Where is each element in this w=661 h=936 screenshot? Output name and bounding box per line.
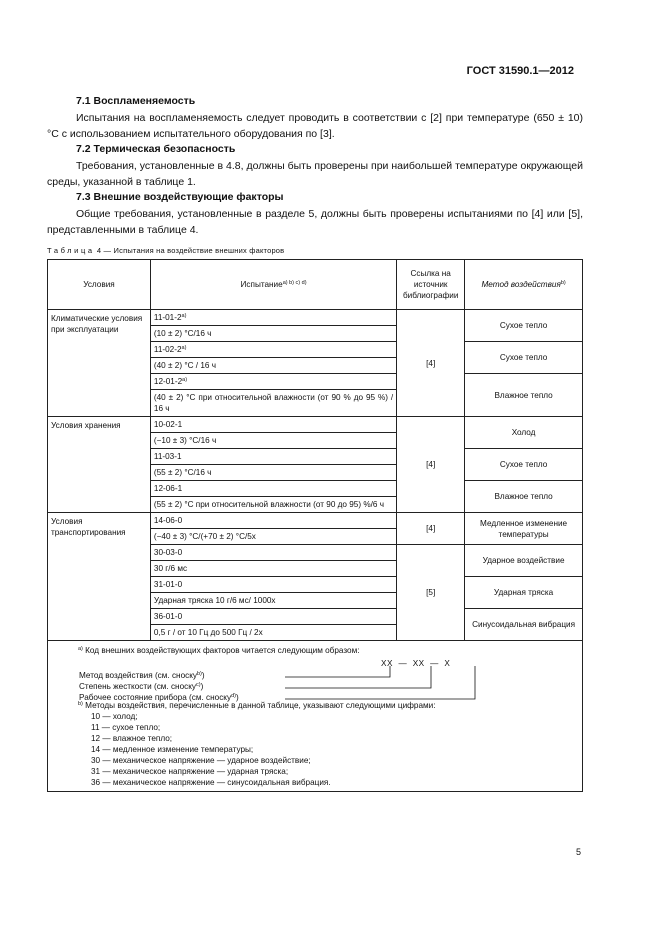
method-cell: Синусоидальная вибрация: [465, 609, 583, 641]
method-cell: Сухое тепло: [465, 342, 583, 374]
test-cell: (55 ± 2) °С при относительной влажности (от 90 до 95) %/6 ч: [150, 497, 396, 513]
legend-severity: Степень жесткости (см. сноску$^{c)}$): [79, 682, 204, 691]
test-cell: Ударная тряска 10 г/6 мс/ 1000х: [150, 593, 396, 609]
reference-cell: [5]: [397, 545, 465, 641]
method-code: 10 — холод;: [91, 712, 138, 721]
table-notes-row: [48, 641, 583, 792]
test-cell: 14-06-0: [150, 513, 396, 529]
document-header: ГОСТ 31590.1—2012: [466, 65, 574, 77]
test-cell: 10-02-1: [150, 417, 396, 433]
condition-cell: Условия хранения: [48, 417, 151, 513]
test-cell: 11-01-2$^{a)}$: [150, 310, 396, 326]
section-title-7-1: 7.1 Воспламеняемость: [76, 95, 196, 107]
test-cell: 30-03-0: [150, 545, 396, 561]
test-cell: 0,5 г / от 10 Гц до 500 Гц / 2х: [150, 625, 396, 641]
code-schema-lines: [51, 656, 581, 706]
legend-state: Рабочее состояние прибора (см. сноску$^{d)}$): [79, 693, 239, 702]
test-cell: 30 г/6 мс: [150, 561, 396, 577]
note-b: $^{b)}$ Методы воздействия, перечисленные в данной таблице, указывают следующими цифрами:: [78, 701, 436, 710]
header-conditions: Условия: [48, 260, 151, 310]
reference-cell: [4]: [397, 417, 465, 513]
test-cell: (40 ± 2) °С / 16 ч: [150, 358, 396, 374]
test-cell: 12-06-1: [150, 481, 396, 497]
test-cell: 11-02-2$^{a)}$: [150, 342, 396, 358]
header-method: Метод воздействия$^{b)}$: [465, 260, 583, 310]
test-cell: (−40 ± 3) °С/(+70 ± 2) °С/5х: [150, 529, 396, 545]
method-code: 31 — механическое напряжение — ударная тряска;: [91, 767, 289, 776]
test-cell: (−10 ± 3) °С/16 ч: [150, 433, 396, 449]
condition-cell: Условия транспортирования: [48, 513, 151, 641]
test-cell: 12-01-2$^{a)}$: [150, 374, 396, 390]
method-cell: Ударное воздействие: [465, 545, 583, 577]
test-cell: (40 ± 2) °С при относительной влажности (от 90 % до 95 %) / 16 ч: [150, 390, 396, 417]
test-cell: 36-01-0: [150, 609, 396, 625]
header-reference: Ссылка на источник библиографии: [397, 260, 465, 310]
table-4: [47, 259, 583, 792]
method-cell: Ударная тряска: [465, 577, 583, 609]
test-cell: 31-01-0: [150, 577, 396, 593]
test-cell: (55 ± 2) °С/16 ч: [150, 465, 396, 481]
method-code: 11 — сухое тепло;: [91, 723, 161, 732]
reference-cell: [4]: [397, 513, 465, 545]
section-text-7-3: Общие требования, установленные в разделе 5, должны быть проверены испытаниями по [4] или [5], представленными в таблице 4.: [47, 208, 583, 236]
table-row: [48, 513, 583, 529]
method-cell: Холод: [465, 417, 583, 449]
method-cell: Сухое тепло: [465, 310, 583, 342]
method-code: 12 — влажное тепло;: [91, 734, 173, 743]
test-cell: 11-03-1: [150, 449, 396, 465]
method-cell: Влажное тепло: [465, 481, 583, 513]
condition-cell: Климатические условия при эксплуатации: [48, 310, 151, 417]
method-cell: Сухое тепло: [465, 449, 583, 481]
note-a: $^{a)}$ Код внешних воздействующих факторов читается следующим образом:: [78, 646, 360, 655]
method-code: 36 — механическое напряжение — синусоидальная вибрация.: [91, 778, 331, 787]
section-text-7-1: Испытания на воспламеняемость следует проводить в соответствии с [2] при температуре (650 ± 10) °С с использованием испытательного оборудования по [3].: [47, 112, 583, 140]
header-test: Испытание$^{a) b) c) d)}$: [150, 260, 396, 310]
table-header-row: [48, 260, 583, 310]
table-notes: [48, 641, 583, 792]
method-code: 14 — медленное изменение температуры;: [91, 745, 254, 754]
table-row: [48, 417, 583, 433]
table-caption: Таблица 4 — Испытания на воздействие внешних факторов: [47, 246, 285, 255]
method-cell: Медленное изменение температуры: [465, 513, 583, 545]
method-code: 30 — механическое напряжение — ударное воздействие;: [91, 756, 311, 765]
method-cell: Влажное тепло: [465, 374, 583, 417]
code-schema: [51, 656, 579, 700]
reference-cell: [4]: [397, 310, 465, 417]
section-text-7-2: Требования, установленные в 4.8, должны быть проверены при наибольшей температуре окружающей среды, указанной в таблице 1.: [47, 160, 583, 188]
code-pattern: XX — XX — X: [381, 659, 451, 668]
section-title-7-2: 7.2 Термическая безопасность: [76, 143, 236, 155]
legend-method: Метод воздействия (см. сноску$^{b)}$): [79, 671, 205, 680]
section-title-7-3: 7.3 Внешние воздействующие факторы: [76, 191, 284, 203]
table-row: [48, 310, 583, 326]
page-number: 5: [576, 847, 582, 857]
test-cell: (10 ± 2) °С/16 ч: [150, 326, 396, 342]
